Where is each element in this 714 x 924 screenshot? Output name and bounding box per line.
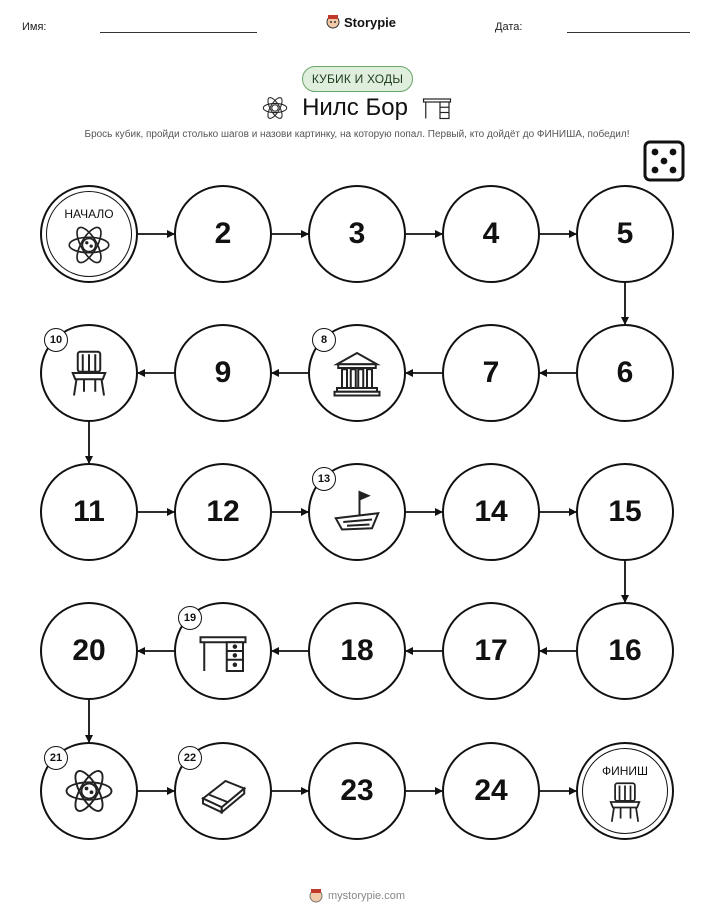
board-cell-picture[interactable]: [174, 602, 272, 700]
cell-number: 20: [72, 634, 106, 667]
cell-number: 17: [474, 634, 508, 667]
cell-number: 5: [616, 217, 634, 250]
board-cell[interactable]: [174, 463, 272, 561]
boat-icon: [310, 487, 404, 537]
board-cell-picture[interactable]: [308, 463, 406, 561]
board-cell-picture[interactable]: [308, 324, 406, 422]
footer: [0, 888, 714, 904]
name-label: Имя:: [22, 21, 47, 33]
board-cell[interactable]: [442, 185, 540, 283]
board-cell[interactable]: [442, 742, 540, 840]
cell-number: 6: [616, 356, 634, 389]
board-cell[interactable]: [174, 185, 272, 283]
cell-number-badge: 10: [44, 328, 68, 352]
cell-number: 9: [214, 356, 232, 389]
cell-number: 3: [348, 217, 366, 250]
cell-number: 18: [340, 634, 374, 667]
desk-icon: [176, 626, 270, 676]
cell-number: 15: [608, 495, 642, 528]
board-cell-picture[interactable]: [40, 324, 138, 422]
atom-icon: [42, 223, 136, 267]
finish-label: ФИНИШ: [601, 764, 649, 778]
museum-icon: [310, 348, 404, 398]
board-cell[interactable]: [308, 185, 406, 283]
start-cell[interactable]: [40, 185, 138, 283]
cell-number: 16: [608, 634, 642, 667]
brand-name: Storypie: [344, 14, 397, 30]
cell-number: 14: [474, 495, 508, 528]
chair-icon: [578, 780, 672, 824]
board-cell[interactable]: [40, 602, 138, 700]
cell-number: 2: [214, 217, 232, 250]
board-cell[interactable]: [442, 602, 540, 700]
cell-number: 4: [482, 217, 500, 250]
cell-number-badge: 13: [312, 467, 336, 491]
board-cell-picture[interactable]: [174, 742, 272, 840]
cell-number: 7: [482, 356, 500, 389]
cell-number: 12: [206, 495, 240, 528]
start-label: НАЧАЛО: [64, 207, 114, 221]
date-label: Дата:: [495, 21, 523, 33]
board-cell[interactable]: [576, 602, 674, 700]
game-tag: КУБИК И ХОДЫ: [302, 66, 413, 92]
atom-icon: [42, 766, 136, 816]
title-text: Нилс Бор: [302, 94, 408, 121]
finish-cell[interactable]: [576, 742, 674, 840]
chair-icon: [42, 348, 136, 398]
book-icon: [176, 766, 270, 816]
board-cell[interactable]: [308, 602, 406, 700]
board-cell[interactable]: [442, 463, 540, 561]
cell-number: 23: [340, 774, 374, 807]
footer-site: mystorypie.com: [327, 890, 406, 902]
board-cell[interactable]: [576, 185, 674, 283]
board-cell[interactable]: [40, 463, 138, 561]
instructions: Брось кубик, пройди столько шагов и назови картинку, на которую попал. Первый, кто дойдёт до ФИНИША, победил!: [84, 129, 630, 140]
board-cell[interactable]: [442, 324, 540, 422]
board-cell[interactable]: [308, 742, 406, 840]
cell-number: 11: [73, 495, 105, 528]
storypie-mascot-icon: [309, 888, 323, 904]
cell-number-badge: 22: [178, 746, 202, 770]
board-cell[interactable]: [174, 324, 272, 422]
board-cell[interactable]: [576, 324, 674, 422]
cell-number-badge: 8: [312, 328, 336, 352]
cell-number-badge: 21: [44, 746, 68, 770]
board-cell-picture[interactable]: [40, 742, 138, 840]
board-cell[interactable]: [576, 463, 674, 561]
cell-number: 24: [474, 774, 508, 807]
cell-number-badge: 19: [178, 606, 202, 630]
